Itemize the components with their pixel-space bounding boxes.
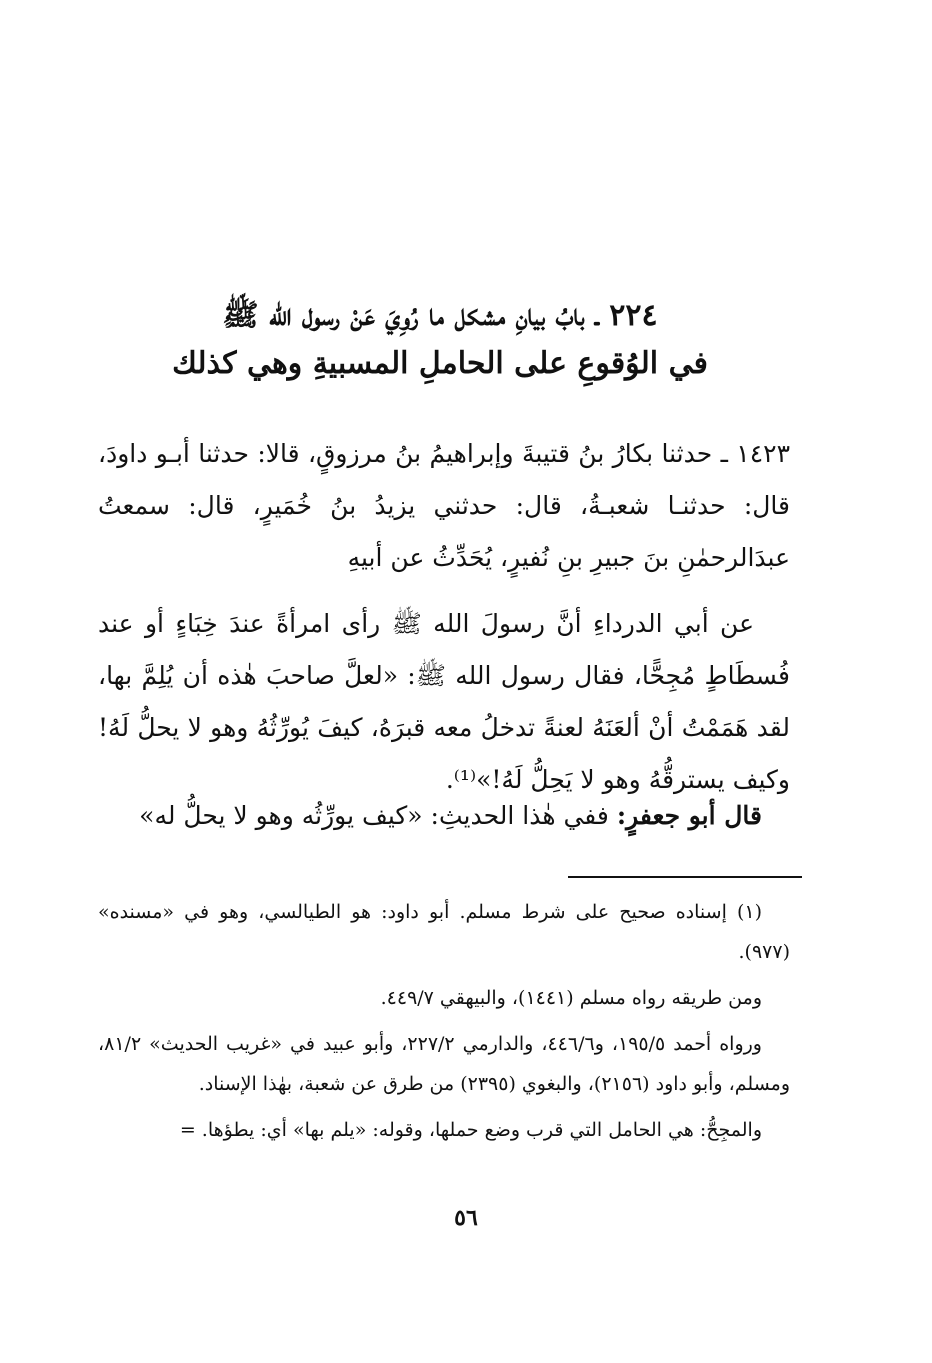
- commentary-text: ففي هٰذا الحديثِ: «كيف يورِّثُه وهو لا يحلُّ له»: [139, 801, 609, 830]
- page-number: ٥٦: [454, 1205, 478, 1231]
- footnote-1: (١) إسناده صحيح على شرط مسلم. أبو داود: هو الطيالسي، وهو في «مسنده» (٩٧٧).: [98, 901, 790, 963]
- hadith-isnad-paragraph: ١٤٢٣ ـ حدثنا بكارُ بنُ قتيبةَ وإبراهيمُ بنُ مرزوقٍ، قالا: حدثنا أبـو داودَ، قال: حدثنـا شعبـةُ، قال: حدثني يزيدُ بنُ خُمَيرٍ، قال: سمعتُ عبدَالرحمٰنِ بنَ جبيرِ بنِ نُفيرٍ، يُحَدِّثُ عن أبيهِ: [98, 439, 790, 572]
- chapter-heading-line-1: ٢٢٤ ـ بابُ بيانِ مشكل ما رُوِيَ عَنْ رسول الله ﷺ: [222, 298, 658, 333]
- footnotes: [98, 892, 790, 1156]
- chapter-heading: [140, 292, 740, 388]
- commentary-paragraph: [98, 790, 790, 842]
- hadith-matn-paragraph: عن أبي الدرداءِ أنَّ رسولَ الله ﷺ رأى امرأةً عندَ خِبَاءٍ أو عند فُسطَاطٍ مُجِحًّا، فقال رسول الله ﷺ: «لعلَّ صاحبَ هٰذه أن يُلِمَّ بها، لقد هَمَمْتُ أنْ ألعَنَهُ لعنةً تدخلُ معه قبرَهُ، كيفَ يُورِّثُهُ وهو لا يحلُّ لَهُ! وكيف يسترقُّهُ وهو لا يَحِلُّ لَهُ!»⁽¹⁾.: [98, 609, 790, 794]
- footnote-line-2: ومن طريقه رواه مسلم (١٤٤١)، والبيهقي ٤٤٩/٧.: [380, 987, 762, 1009]
- commentary-speaker: قال أبو جعفرٍ:: [616, 801, 762, 830]
- footnote-line-3: ورواه أحمد ١٩٥/٥، و٤٤٦/٦، والدارمي ٢٢٧/٢، وأبو عبيد في «غريب الحديث» ٨١/٢، ومسلم، وأبو داود (٢١٥٦)، والبغوي (٢٣٩٥) من طرق عن شعبة، بهٰذا الإسناد.: [98, 1033, 790, 1095]
- footnote-separator: [568, 876, 802, 878]
- footnote-line-4: والمجِحُّ: هي الحامل التي قرب وضع حملها، وقوله: «يلم بها» أي: يطؤها. =: [179, 1119, 762, 1141]
- chapter-heading-line-2: في الوُقوعِ على الحاملِ المسبيةِ وهي كذلك: [172, 346, 708, 381]
